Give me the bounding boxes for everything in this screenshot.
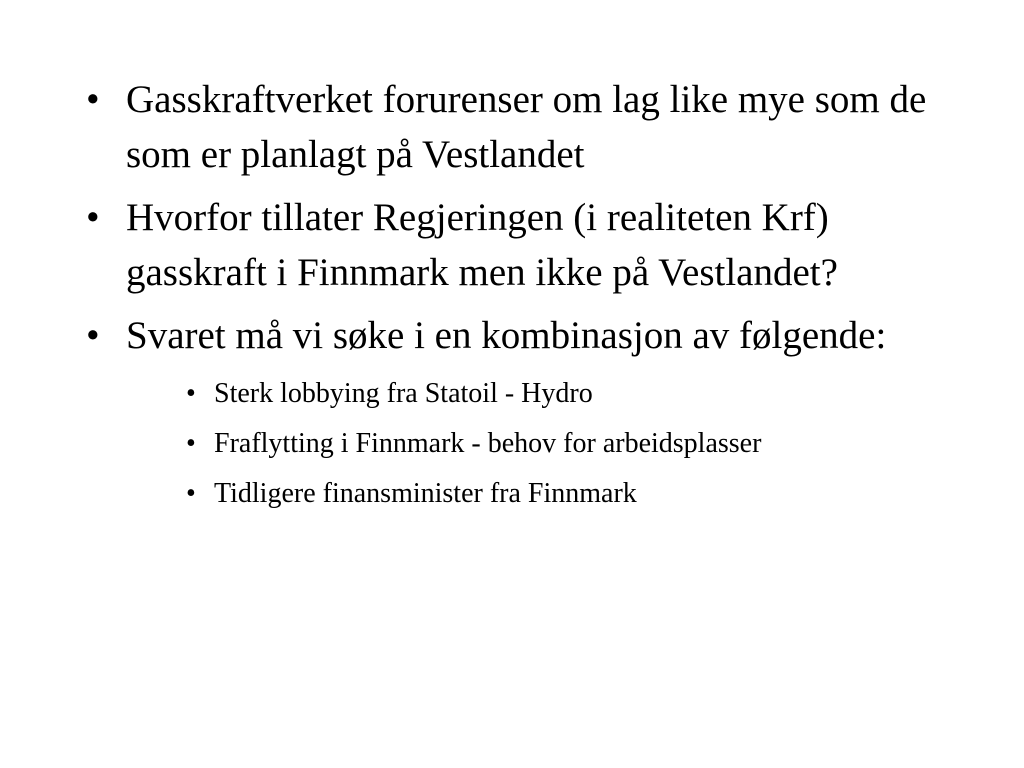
- bullet-icon: •: [86, 78, 100, 121]
- bullet-text: Hvorfor tillater Regjeringen (i realiteten Krf) gasskraft i Finnmark men ikke på Vestlandet?: [126, 196, 838, 294]
- sub-bullet-item: [186, 419, 946, 469]
- bullet-icon: •: [86, 196, 100, 239]
- sub-bullet-text: Sterk lobbying fra Statoil - Hydro: [214, 378, 593, 409]
- sub-bullet-icon: •: [186, 378, 196, 409]
- bullet-text: Gasskraftverket forurenser om lag like mye som de som er planlagt på Vestlandet: [126, 78, 927, 176]
- bullet-list: [86, 72, 946, 527]
- sub-bullet-text: Tidligere finansminister fra Finnmark: [214, 478, 637, 509]
- bullet-item: [86, 72, 946, 182]
- sub-bullet-icon: •: [186, 428, 196, 459]
- sub-bullet-list: [126, 369, 946, 519]
- bullet-item: [86, 190, 946, 300]
- bullet-item: [86, 308, 946, 519]
- sub-bullet-icon: •: [186, 478, 196, 509]
- bullet-icon: •: [86, 314, 100, 357]
- sub-bullet-item: [186, 469, 946, 519]
- sub-bullet-item: [186, 369, 946, 419]
- sub-bullet-text: Fraflytting i Finnmark - behov for arbeidsplasser: [214, 428, 762, 459]
- bullet-text: Svaret må vi søke i en kombinasjon av følgende:: [126, 314, 887, 357]
